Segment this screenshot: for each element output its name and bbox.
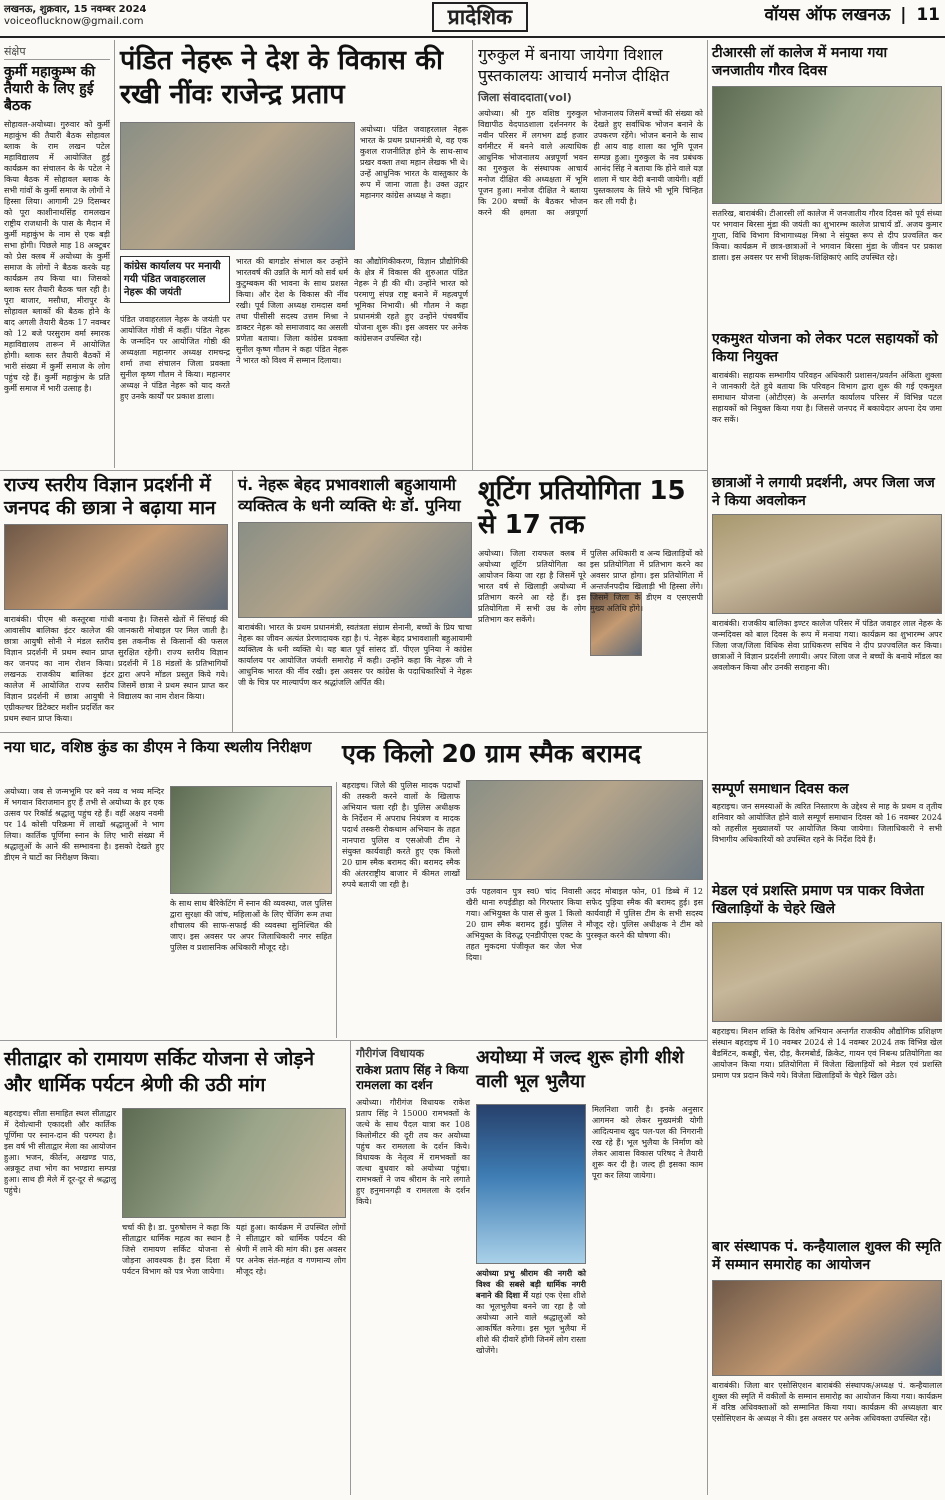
- body: अयोध्या। जब से जन्मभूमि पर बने नव्य व भव्य मन्दिर में भगवान विराजमान हुए हैं तभी से अयोध्या के हर एक उत्सव पर रिकॉर्ड श्रद्धालु पहुंच रहे हैं। वहीं अक्षय नवमी पर 14 कोसी परिक्रमा में लाखों श्रद्धालुओं ने भाग लिया। कार्तिक पूर्णिमा स्नान के लिए भारी संख्या में श्रद्धालुओं के आने की सम्भावना है। इसको देखते हुए डीएम ने घाटों का निरीक्षण किया।: [4, 787, 164, 862]
- headline: सम्पूर्ण समाधान दिवस कल: [712, 781, 849, 797]
- col-divider: [336, 782, 337, 1038]
- body: अयोध्या। पंडित जवाहरलाल नेहरू भारत के प्रथम प्रधानमंत्री थे, वह एक कुशल राजनीतिज्ञ होने के साथ-साथ प्रखर वक्ता तथा महान लेखक भी थे। उन्हें आधुनिक भारत के वास्तुकार के रूप में जाना जाता है। उक्त उद्गार महानगर कांग्रेस अध्यक्ष ने कहा।: [360, 125, 468, 200]
- page-number: 11: [916, 5, 940, 25]
- col-divider: [114, 40, 115, 468]
- tag-gauriganj: गौरीगंज विधायक: [356, 1047, 424, 1060]
- headline: टीआरसी लॉ कालेज में मनाया गया जनजातीय गौरव दिवस: [712, 45, 888, 79]
- photo-puniya: [238, 522, 472, 618]
- paper-brand: वॉयस ऑफ लखनऊ | 11: [764, 5, 940, 25]
- headline: शूटिंग प्रतियोगिता 15 से 17 तक: [478, 476, 686, 540]
- body: सतरिख, बाराबंकी। टीआरसी लॉ कालेज में जनजातीय गौरव दिवस को पूर्व संध्या पर भगवान बिरसा मुंडा की जयंती का शुभारम्भ कालेज प्राचार्य डॉ. अजय कुमार गुप्ता, विधि विभाग विभागाध्यक्ष मिश्रा ने संयुक्त रूप से दीप प्रज्वलित कर किया। कार्यक्रम में छात्र-छात्राओं ने भगवान बिरसा मुंडा के जीवन पर प्रकाश डाला। इस अवसर पर सभी शिक्षक-शिक्षिकाएं आदि उपस्थित रहे।: [712, 209, 942, 262]
- tag-sankshep: संक्षेप: [4, 44, 110, 60]
- headline: नया घाट, वशिष्ठ कुंड का डीएम ने किया स्थलीय निरीक्षण: [4, 738, 312, 756]
- paper-name: वॉयस ऑफ लखनऊ: [764, 5, 891, 25]
- photo-bar-association: [712, 1280, 942, 1376]
- headline: एकमुश्त योजना को लेकर पटल सहायकों को किया नियुक्त: [712, 331, 938, 365]
- body: मिलनिशा जारी है। इनके अनुसार आगमन को लेकर मुख्यमंत्री योगी आदित्यनाथ खुद पल-पल की निगरानी रख रहे हैं। भूल भुलैया के निर्माण को लेकर आवास विकास परिषद ने तैयारी शुरू कर दी है। जल्द ही इसका काम पूरा कर लिया जायेगा।: [592, 1105, 703, 1180]
- headline: कुर्मी महाकुम्भ की तैयारी के लिए हुई बैठक: [4, 64, 96, 114]
- body: भारत की बागडोर संभाल कर उन्होंने भारतवर्ष की उन्नति के मार्ग को सर्व धर्म कुटुम्बकम की भावना के साथ प्रशस्त किया। और देश के विकास की नींव रखी। पूर्व जिला अध्यक्ष रामदास वर्मा तथा पीसीसी सदस्य उत्तम मिश्रा ने डाक्टर नेहरू को समाजवाद का असली प्रणेता बताया। जिला कांग्रेस प्रवक्ता सुनील कृष्ण गौतम ने कहा पंडित नेहरू ने भारत को विश्व में सम्मान दिलाया।: [236, 257, 348, 365]
- photo-exhibition: [712, 514, 942, 614]
- byline: जिला संवाददाता(vol): [478, 91, 572, 104]
- col-divider: [350, 1040, 351, 1495]
- masthead-rule: [0, 36, 945, 38]
- headline: एक किलो 20 ग्राम स्मैक बरामद: [342, 739, 642, 768]
- body: बहराइच। जन समस्याओं के त्वरित निस्तारण के उद्देश्य से माह के प्रथम व तृतीय शनिवार को आयोजित होने वाले सम्पूर्ण समाधान दिवस को 16 नवम्बर 2024 को तहसील मुख्यालयों पर आयोजित किया जायेगा। जिलाधिकारी ने सभी विभागीय अधिकारियों को उपस्थित रहने के निर्देश दिये हैं।: [712, 802, 942, 844]
- article-sampoorna: [712, 780, 942, 876]
- headline: अयोध्या में जल्द शुरू होगी शीशे वाली भूल भुलैया: [476, 1047, 684, 1092]
- body: अयोध्या। जिला रायफल क्लब में अयोध्या शूटिंग प्रतियोगिता का आयोजन किया जा रहा है जिसमें पूरे भारत वर्ष से खिलाड़ी अयोध्या में प्रतिभाग करने आ रहे हैं। इस प्रतियोगिता में सभी उम्र के लोग प्रतिभाग कर सकेंगे।: [478, 549, 586, 624]
- body: सोहावल-अयोध्या। गुरुवार को कुर्मी महाकुंभ की तैयारी बैठक सोहावल ब्लाक के राम लखन पटेल महाविद्यालय में आयोजित हुई कार्यक्रम का संचालन के के पटेल ने किया बैठक में सोहावल ब्लाक के सभी गांवों के कुर्मी समाज के लोगों ने हिस्सा लिया। आगामी 29 दिसम्बर को पूरा काशीनाथसिंह रामलखन राष्ट्रीय राजधानी के पास के मैदान में कुर्मी महाकुंभ के नाम से एक बड़ी सभा होगी। पिछले माह 18 अक्टूबर को प्रेस क्लब में अयोध्या के कुर्मी समाज के लोगों ने बैठक करके यह कार्यक्रम तय किया था। जिसको ब्लाक स्तर तैयारी बैठक चल रही है। पूरा बाजार, मसौधा, मीरापुर के सोहावल ब्लाकों की बैठक होने के बाद अगली तैयारी बैठक 17 नवम्बर को 12 बजे परसुराम वर्मा स्मारक महाविद्यालय तारून में आयोजित होगी। ब्लाक स्तर तैयारी बैठकों में भारी संख्या में कुर्मी समाज के लोग पहुंच रहे हैं। कुर्मी महाकुंभ के प्रति कुर्मी समाज में भारी उत्साह है।: [4, 120, 110, 393]
- article-gurukul: [478, 44, 703, 468]
- photo-medal-winners: [712, 922, 942, 1022]
- photo-tribal-day: [712, 86, 942, 204]
- photo-smack-arrest: [466, 780, 703, 880]
- body: पंडित जवाहरलाल नेहरू के जयंती पर आयोजित गोष्ठी में कहीं। पंडित नेहरू के जन्मदिन पर आयोजित गोष्ठी की अध्यक्षता महानगर अध्यक्ष रामचन्द्र शर्मा तथा संचालन जिला प्रवक्ता सुनील कृष्ण गौतम ने किया। महानगर अध्यक्ष ने पंडित नेहरू को याद करते हुए उनके कार्यों पर प्रकाश डाला।: [120, 315, 230, 401]
- caption: [476, 1268, 586, 1496]
- body: अदद मोबाइल फोन, 01 डिब्बे में 12 सफेद पुड़िया स्मैक की बरामद हुई। इस कार्यवाही में पुलिस टीम के सभी सदस्य मौजूद रहे। पुलिस अधीक्षक ने टीम को पुरस्कृत करने की घोषणा की।: [586, 887, 703, 940]
- body: यहां एक ऐसा शीशे का भूलभुलैया बनने जा रहा है जो अयोध्या आने वाले श्रद्धालुओं को आकर्षित करेगा। इस भूल भुलैया में शीशे की दीवारें होंगी जिनमें लोग रास्ता खोजेंगे।: [476, 1291, 586, 1355]
- body: बाराबंकी। भारत के प्रथम प्रधानमंत्री, स्वतंत्रता संग्राम सेनानी, बच्चों के प्रिय चाचा नेहरू का जीवन अत्यंत प्रेरणादायक रहा है। पं. नेहरू बेहद प्रभावशाली बहुआयामी व्यक्तित्व के धनी व्यक्ति थे। यह बात पूर्व सांसद डॉ. पीएल पुनिया ने कांग्रेस कार्यालय पर आयोजित जयंती समारोह में कही। उन्होंने कहा कि नेहरू जी ने आधुनिक भारत की नींव रखी। इस अवसर पर कांग्रेस के पदाधिकारियों ने नेहरू जी के चित्र पर माल्यार्पण कर श्रद्धांजलि अर्पित की।: [238, 623, 472, 687]
- article-exhibition: [712, 474, 942, 774]
- body: चर्चा की है। डा. पुरुषोत्तम ने कहा कि सीताद्वार धार्मिक महत्व का स्थान है जिसे रामायण सर्किट योजना से जोड़ना आवश्यक है। इस दिशा में पर्यटन विभाग को पत्र भेजा जायेगा।: [122, 1223, 230, 1276]
- body: के साथ साथ बैरिकेटिंग में स्नान की व्यवस्था, जल पुलिस द्वारा सुरक्षा की जांच, महिलाओं के लिए चेंजिंग रूम तथा शौचालय की साफ-सफाई की व्यवस्था सुनिश्चित की जाए। इस अवसर पर अपर जिलाधिकारी नगर सहित पुलिस व प्रशासनिक अधिकारी मौजूद रहे।: [170, 899, 332, 952]
- article-gauriganj: [356, 1046, 470, 1496]
- row-divider: [0, 470, 707, 471]
- body: बाराबंकी। राजकीय बालिका इण्टर कालेज परिसर में पंडित जवाहर लाल नेहरू के जन्मदिवस को बाल दिवस के रूप में मनाया गया। कार्यक्रम का शुभारम्भ अपर जिला जज/जिला विधिक सेवा प्राधिकरण सचिव ने दीप प्रज्ज्वलित कर किया। छात्राओं ने विज्ञान प्रदर्शनी लगायी। अपर जिला जज ने बच्चों के बनाये मॉडल का अवलोकन किया और उनकी सराहना की।: [712, 619, 942, 672]
- headline: राज्य स्तरीय विज्ञान प्रदर्शनी में जनपद की छात्रा ने बढ़ाया मान: [4, 474, 216, 519]
- photo-caption: अयोध्या प्रभु श्रीराम की नगरी को विश्व की सबसे बड़ी धार्मिक नगरी बनाने की दिशा में: [476, 1268, 586, 1300]
- headline: पं. नेहरू बेहद प्रभावशाली बहुआयामी व्यक्तित्व के धनी व्यक्ति थेः डॉ. पुनिया: [238, 475, 461, 515]
- article-shooting: [478, 474, 703, 730]
- body: बाराबंकी। जिला बार एसोसिएशन बाराबंकी संस्थापक/अध्यक्ष पं. कन्हैयालाल शुक्ल की स्मृति में वकीलों के सम्मान समारोह का आयोजन किया गया। कार्यक्रम में वरिष्ठ अधिवक्ताओं को सम्मानित किया गया। कार्यक्रम की अध्यक्षता बार एसोसिएशन के अध्यक्ष ने की। इस अवसर पर अनेक अधिवक्ता उपस्थित रहे।: [712, 1381, 942, 1423]
- col-divider: [232, 470, 233, 732]
- photo-congress-event: [120, 122, 355, 250]
- body: अयोध्या। गौरीगंज विधायक राकेश प्रताप सिंह ने 15000 रामभक्तों के जत्थे के साथ पैदल यात्रा कर 108 किलोमीटर की दूरी तय कर अयोध्या पहुंच कर रामलला के दर्शन किये। विधायक के नेतृत्व में रामभक्तों का जत्था बुधवार को अयोध्या पहुंचा। रामभक्तों ने जय श्रीराम के नारे लगाते हुए हनुमानगढ़ी व रामलला के दर्शन किये।: [356, 1098, 470, 1206]
- body: का औद्योगिकीकरण, विज्ञान प्रौद्योगिकी के क्षेत्र में विकास की शुरुआत पंडित नेहरू ने ही की थी। उन्होंने भारत को परमाणु संपन्न राष्ट्र बनाने में महत्वपूर्ण भूमिका निभायी। श्री गौतम ने कहा प्रधानमंत्री रहते हुए उन्होंने पंचवर्षीय योजना शुरू की। इस अवसर पर अनेक कांग्रेसजन उपस्थित रहे।: [354, 257, 468, 343]
- row-divider: [0, 732, 707, 733]
- headline: राकेश प्रताप सिंह ने किया रामलला का दर्शन: [356, 1063, 469, 1092]
- article-puniya: [238, 474, 472, 730]
- masthead-left: [4, 4, 304, 28]
- section-title: [380, 2, 580, 32]
- body: बहराइच। सीता समाहित स्थल सीताद्वार में देवोत्थानी एकादशी और कार्तिक पूर्णिमा पर स्नान-दान की परम्परा है। इस वर्ष भी सीताद्वार मेला का आयोजन हुआ। भजन, कीर्तन, अखण्ड पाठ, अन्नकूट तथा भोग का भण्डारा सम्पन्न हुआ। साथ ही मेले में दूर-दूर से श्रद्धालु पहुंचे।: [4, 1109, 116, 1195]
- article-nehru: [120, 44, 468, 468]
- body: बनाया है। जिससे खेतों में सिंचाई की जानकारी मोबाइल पर मिल जाती है। इस तकनीक से किसानों की फसल सुरक्षित रहेगी। राज्य स्तरीय विज्ञान प्रदर्शनी में 18 मंडलों के प्रतिभागियों द्वारा अपने मॉडल प्रस्तुत किये गये। जिसमें छात्रा ने प्रथम स्थान प्राप्त कर विद्यालय का नाम रोशन किया।: [118, 615, 228, 701]
- article-ekmusht: [712, 330, 942, 470]
- article-tribal: [712, 44, 942, 324]
- col-divider: [472, 40, 473, 470]
- body: उर्फ पहलवान पुत्र स्व0 चांद निवासी खैरी थाना रुपईडीहा को गिरफ्तार किया गया। अभियुक्त के पास से कुल 1 किलो 20 ग्राम स्मैक बरामद हुई। पुलिस ने अभियुक्त के विरुद्ध एनडीपीएस एक्ट के तहत मुकदमा पंजीकृत कर जेल भेज दिया।: [466, 887, 582, 962]
- section-label: प्रादेशिक: [432, 2, 528, 32]
- email: voiceoflucknow@gmail.com: [4, 16, 144, 27]
- col-divider: [707, 40, 708, 1495]
- row-divider: [0, 1040, 707, 1041]
- article-shukla: [712, 1238, 942, 1496]
- headline: गुरुकुल में बनाया जायेगा विशाल पुस्तकालयः आचार्य मनोज दीक्षित: [478, 45, 670, 85]
- article-science: [4, 474, 228, 730]
- quote-box: कांग्रेस कार्यालय पर मनायी गयी पंडित जवाहरलाल नेहरू की जयंती: [120, 256, 230, 303]
- article-bhool: [476, 1046, 703, 1496]
- headline: छात्राओं ने लगायी प्रदर्शनी, अपर जिला जज ने किया अवलोकन: [712, 475, 935, 509]
- photo-sitadwar-saints: [122, 1108, 346, 1218]
- headline: पंडित नेहरू ने देश के विकास की रखी नींवः राजेन्द्र प्रताप: [120, 45, 443, 110]
- article-kurmi: [4, 44, 110, 464]
- article-naya-ghat: [4, 738, 332, 1036]
- photo-dm-inspection: [170, 786, 332, 894]
- body: बहराइच। जिले की पुलिस मादक पदार्थों की तस्करी करने वालों के खिलाफ अभियान चला रही है। पुलिस अधीक्षक के निर्देशन में अपराध नियंत्रण व मादक पदार्थ तस्करी रोकथाम अभियान के तहत नानपारा पुलिस व एसओजी टीम ने संयुक्त कार्यवाही करते हुए एक किलो 20 ग्राम स्मैक बरामद की। बरामद स्मैक की अंतरराष्ट्रीय बाजार में कीमत लाखों रुपये बतायी जा रही है।: [342, 781, 460, 889]
- photo-mirror-maze: [476, 1104, 586, 1264]
- body: बहराइच। मिशन शक्ति के विशेष अभियान अन्तर्गत राजकीय औद्योगिक प्रशिक्षण संस्थान बहराइच में 10 नवम्बर 2024 से 14 नवम्बर 2024 तक विभिन्न खेल बैडमिंटन, कबड्डी, चेस, दौड़, कैरमबोर्ड, क्रिकेट, गायन एवं निबन्ध प्रतियोगिता का आयोजन किया गया। प्रतियोगिता में विजेता खिलाड़ियों को मेडल एवं प्रशस्ति प्रमाण पत्र प्रदान किये गये। विजेता खिलाड़ियों के चेहरे खिल उठे।: [712, 1027, 942, 1080]
- body: अयोध्या। श्री गुरु वशिष्ठ गुरुकुल विद्यापीठ वेदपाठशाला दर्शननगर के नवीन परिसर में लगभग ढाई हजार वर्गमीटर में बनने वाले अत्याधिक आधुनिक भोजनालय अन्नपूर्णा भवन का गुरुकुल के संस्थापक आचार्य मनोज दीक्षित की अध्यक्षता में भूमि पूजन हुआ। मनोज दीक्षित ने बताया कि 200 बच्चों के बैठकर भोजन करने की क्षमता का अन्नपूर्णा भोजनालय जिसमें बच्चों की संख्या को देखते हुए सर्वाधिक भोजन बनाने के उपकरण रहेंगे। भोजन बनाने के साथ ही आय वाह शाला का भूमि पूजन सम्पन्न हुआ। गुरुकुल के नव प्रबंधक आनंद सिंह ने बताया कि होने वाले यज्ञ शाला में चार वेदी बनायी जायेगी। वहीं पुस्तकालय के लिये भी भूमि चिन्हित कर ली गयी है।: [478, 109, 703, 217]
- body: पुलिस अधिकारी व अन्य खिलाड़ियों को इस प्रतियोगिता में प्रतिभाग करने का अवसर प्राप्त होगा। इस प्रतियोगिता में अन्तर्जनपदीय खिलाड़ी भी हिस्सा लेंगे। जिसमें जिला के डीएम व एसएसपी मुख्य अतिथि होंगे।: [590, 549, 703, 613]
- photo-science-girls: [4, 524, 228, 610]
- article-sitadwar: [4, 1046, 346, 1496]
- headline: मेडल एवं प्रशस्ति प्रमाण पत्र पाकर विजेता खिलाड़ियों के चेहरे खिले: [712, 883, 924, 917]
- article-smack: [342, 738, 703, 1036]
- body: यहां हुआ। कार्यक्रम में उपस्थित लोगों ने सीताद्वार को धार्मिक पर्यटन की श्रेणी में लाने की मांग की। इस अवसर पर अनेक संत-महंत व गणमान्य लोग मौजूद रहे।: [236, 1223, 346, 1276]
- headline: सीताद्वार को रामायण सर्किट योजना से जोड़ने और धार्मिक पर्यटन श्रेणी की उठी मांग: [4, 1048, 315, 1096]
- date-line: लखनऊ, शुक्रवार, 15 नवम्बर 2024: [4, 4, 147, 15]
- body: बाराबंकी। सहायक सम्भागीय परिवहन अधिकारी प्रशासन/प्रवर्तन अंकिता शुक्ला ने जानकारी देते हुये बताया कि परिवहन विभाग द्वारा शुरू की गई एकमुश्त समाधान योजना (ओटीएस) के अन्तर्गत कार्यालय परिसर में विभिन्न पटल सहायकों को नियुक्त किया गया है। जिससे जनपद में बकायेदार अपना देय जमा कर सकें।: [712, 371, 942, 424]
- article-medal: [712, 882, 942, 1232]
- headline: बार संस्थापक पं. कन्हैयालाल शुक्ल की स्मृति में सम्मान समारोह का आयोजन: [712, 1239, 941, 1273]
- body: बाराबंकी। पीएम श्री कस्तूरबा गांधी आवासीय बालिका इंटर कालेज की छात्रा आयुषी सोनी ने मंडल स्तरीय विज्ञान प्रदर्शनी में प्रथम स्थान प्राप्त कर जनपद का नाम रोशन किया। लखनऊ राजकीय बालिका इंटर कालेज में आयोजित राज्य स्तरीय विज्ञान प्रदर्शनी में छात्रा आयुषी ने एग्रीकल्चर डिटेक्टर मशीन प्रदर्शित कर प्रथम स्थान प्राप्त किया।: [4, 615, 114, 723]
